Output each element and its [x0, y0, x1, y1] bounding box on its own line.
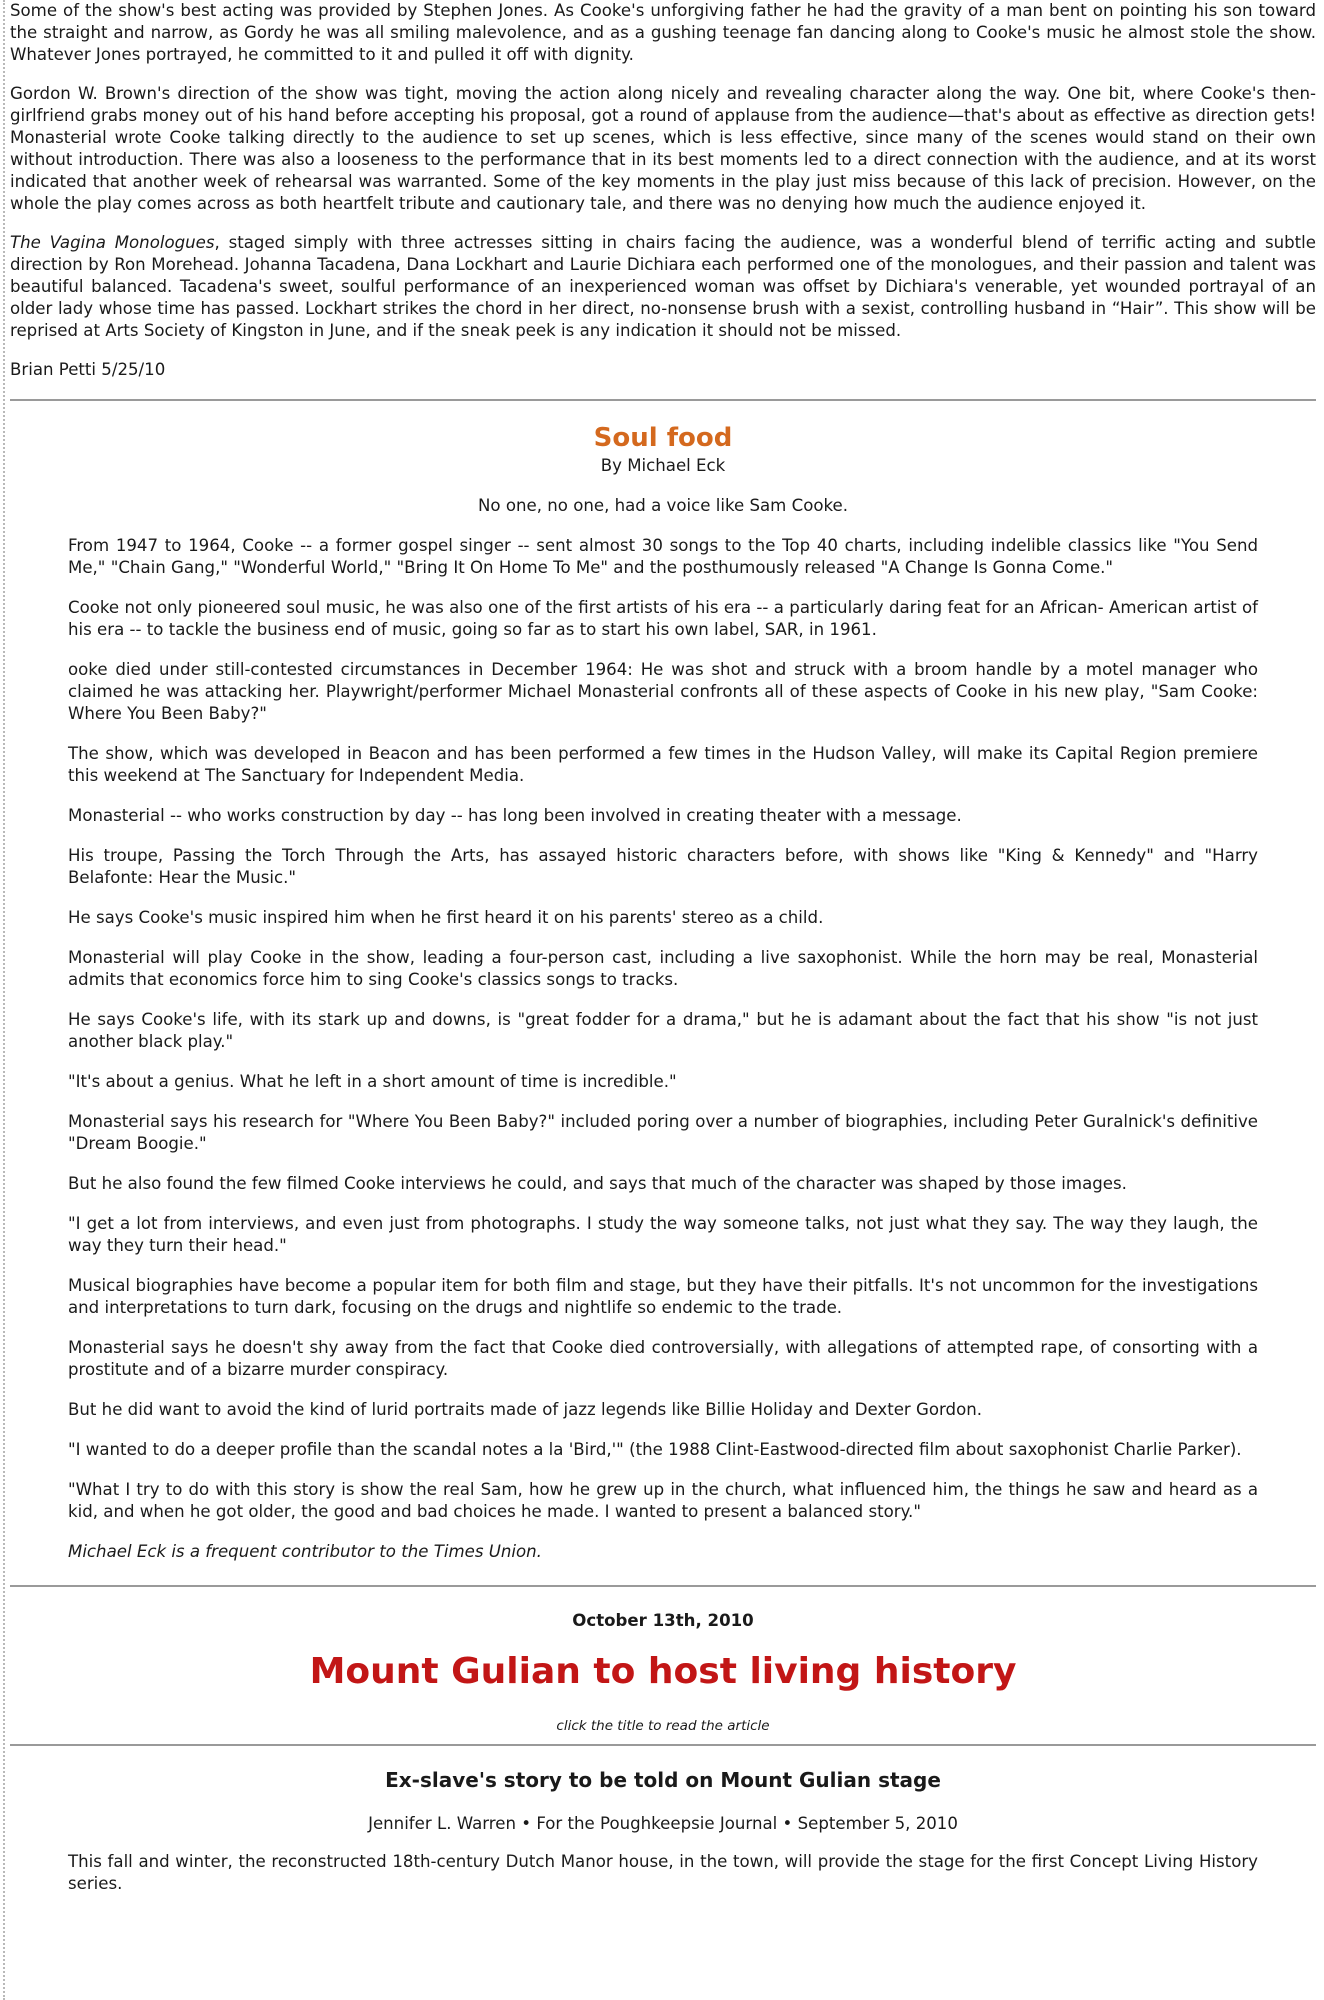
article-paragraph: But he did want to avoid the kind of lurid portraits made of jazz legends like Billie Holiday and Dexter Gordon.: [68, 1400, 983, 1419]
soul-food-article: [10, 423, 1316, 1563]
article-title: Soul food: [593, 423, 733, 453]
article-byline: Jennifer L. Warren • For the Poughkeepsie Journal • September 5, 2010: [368, 1814, 958, 1833]
article-paragraph: His troupe, Passing the Torch Through the Arts, has assayed historic characters before, with shows like "King & Kennedy" and "Harry Belafonte: Hear the Music.": [68, 846, 1258, 887]
gulian-title-link[interactable]: Mount Gulian to host living history: [309, 1651, 1017, 1692]
review-paragraph: Gordon W. Brown's direction of the show was tight, moving the action along nicely and revealing character along the way. One bit, where Cooke's then-girlfriend grabs money out of his hand before accepting his proposal, got a round of applause from the audience—that's about as effective as direction gets! Monasterial wrote Cooke talking directly to the audience to set up scenes, which is less effective, since many of the scenes would stand on their own without introduction. There was also a looseness to the performance that in its best moments led to a direct connection with the audience, and at its worst indicated that another week of rehearsal was warranted. Some of the key moments in the play just miss because of this lack of precision. However, on the whole the play comes across as both heartfelt tribute and cautionary tale, and there was no denying how much the audience enjoyed it.: [10, 84, 1316, 213]
article-lead: No one, no one, had a voice like Sam Cooke.: [477, 496, 849, 515]
article-paragraph: "I wanted to do a deeper profile than the scandal notes a la 'Bird,'" (the 1988 Clint-Eastwood-directed film about saxophonist Charlie Parker).: [68, 1440, 1242, 1459]
review-signature: Brian Petti 5/25/10: [10, 360, 166, 379]
review-text: , staged simply with three actresses sitting in chairs facing the audience, was a wonderful blend of terrific acting and subtle direction by Ron Morehead. Johanna Tacadena, Dana Lockhart and Laurie Dichiara each performed one of the monologues, and their passion and talent was beautiful balanced. Tacadena's sweet, soulful performance of an inexperienced woman was offset by Dichiara's venerable, yet wounded portrayal of an older lady whose time has passed. Lockhart strikes the chord in her direct, no-nonsense brush with a sexist, controlling husband in “Hair”. This show will be reprised at Arts Society of Kingston in June, and if the sneak peek is any indication it should not be missed.: [10, 233, 1316, 340]
show-title: The Vagina Monologues: [10, 233, 215, 252]
article-paragraph: He says Cooke's life, with its stark up and downs, is "great fodder for a drama," but he is adamant about the fact that his show "is not just another black play.": [68, 1010, 1258, 1051]
article-byline: By Michael Eck: [600, 456, 726, 475]
section-divider: [10, 1744, 1316, 1746]
gulian-section: [10, 1611, 1316, 1734]
article-footer-note: Michael Eck is a frequent contributor to the Times Union.: [68, 1542, 542, 1561]
section-divider: [10, 399, 1316, 401]
article-headline: Ex-slave's story to be told on Mount Gulian stage: [385, 1768, 941, 1792]
article-paragraph: "It's about a genius. What he left in a short amount of time is incredible.": [68, 1072, 677, 1091]
click-note: click the title to read the article: [556, 1718, 770, 1734]
section-divider: [10, 1585, 1316, 1587]
gulian-article: [10, 1768, 1316, 1895]
article-body: [68, 535, 1258, 1523]
review-section: [10, 0, 1316, 381]
article-paragraph: Monasterial says his research for "Where You Been Baby?" included poring over a number of biographies, including Peter Guralnick's definitive "Dream Boogie.": [68, 1112, 1258, 1153]
article-paragraph: Monasterial says he doesn't shy away from the fact that Cooke died controversially, with allegations of attempted rape, of consorting with a prostitute and of a bizarre murder conspiracy.: [68, 1338, 1258, 1379]
article-paragraph: Monasterial will play Cooke in the show, leading a four-person cast, including a live saxophonist. While the horn may be real, Monasterial admits that economics force him to sing Cooke's classics songs to tracks.: [68, 948, 1258, 989]
article-paragraph: This fall and winter, the reconstructed 18th-century Dutch Manor house, in the town, will provide the stage for the first Concept Living History series.: [68, 1852, 1258, 1893]
article-paragraph: The show, which was developed in Beacon and has been performed a few times in the Hudson Valley, will make its Capital Region premiere this weekend at The Sanctuary for Independent Media.: [68, 744, 1258, 785]
article-paragraph: Monasterial -- who works construction by day -- has long been involved in creating theater with a message.: [68, 806, 962, 825]
review-paragraph: [10, 232, 1316, 342]
article-paragraph: Cooke not only pioneered soul music, he was also one of the first artists of his era -- a particularly daring feat for an African- American artist of his era -- to tackle the business end of music, going so far as to start his own label, SAR, in 1961.: [68, 598, 1258, 639]
article-paragraph: "I get a lot from interviews, and even just from photographs. I study the way someone talks, not just what they say. The way they laugh, the way they turn their head.": [68, 1214, 1258, 1255]
review-paragraph: Some of the show's best acting was provided by Stephen Jones. As Cooke's unforgiving father he had the gravity of a man bent on pointing his son toward the straight and narrow, as Gordy he was all smiling malevolence, and as a gushing teenage fan dancing along to Cooke's music he almost stole the show. Whatever Jones portrayed, he committed to it and pulled it off with dignity.: [10, 1, 1316, 64]
article-paragraph: Musical biographies have become a popular item for both film and stage, but they have their pitfalls. It's not uncommon for the investigations and interpretations to turn dark, focusing on the drugs and nightlife so endemic to the trade.: [68, 1276, 1258, 1317]
post-date: October 13th, 2010: [572, 1611, 754, 1630]
article-paragraph: But he also found the few filmed Cooke interviews he could, and says that much of the character was shaped by those images.: [68, 1174, 1127, 1193]
left-dotted-border: [3, 0, 5, 2000]
page-content: [10, 0, 1316, 1895]
article-paragraph: ooke died under still-contested circumstances in December 1964: He was shot and struck with a broom handle by a motel manager who claimed he was attacking her. Playwright/performer Michael Monasterial confronts all of these aspects of Cooke in his new play, "Sam Cooke: Where You Been Baby?": [68, 660, 1258, 723]
article-paragraph: He says Cooke's music inspired him when he first heard it on his parents' stereo as a child.: [68, 908, 824, 927]
article-paragraph: From 1947 to 1964, Cooke -- a former gospel singer -- sent almost 30 songs to the Top 40 charts, including indelible classics like "You Send Me," "Chain Gang," "Wonderful World," "Bring It On Home To Me" and the posthumously released "A Change Is Gonna Come.": [68, 536, 1258, 577]
article-paragraph: "What I try to do with this story is show the real Sam, how he grew up in the church, what influenced him, the things he saw and heard as a kid, and when he got older, the good and bad choices he made. I wanted to present a balanced story.": [68, 1480, 1258, 1521]
